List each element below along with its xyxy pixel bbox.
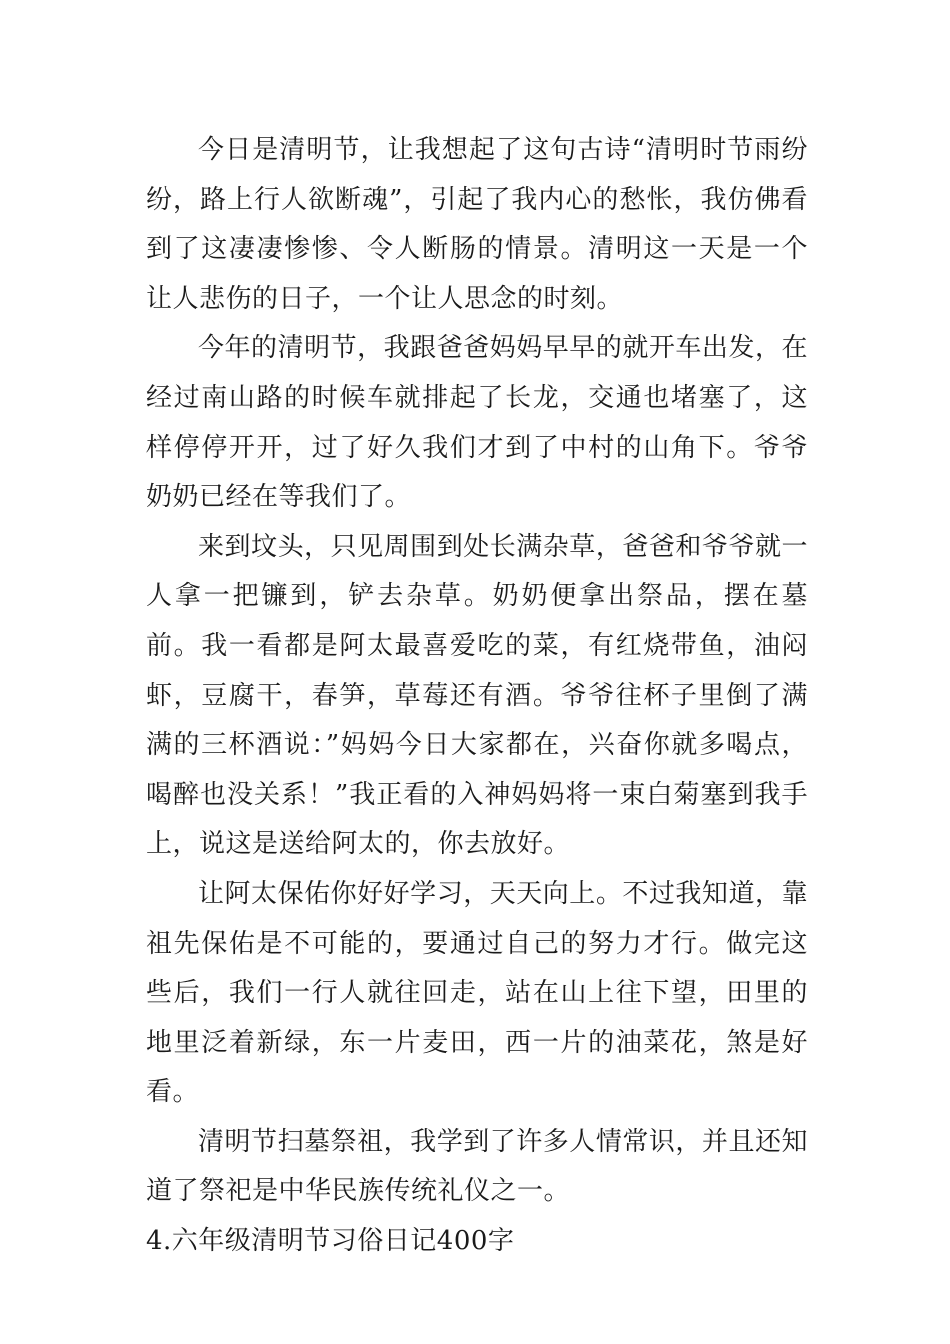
paragraph-5: 清明节扫墓祭祖，我学到了许多人情常识，并且还知道了祭祀是中华民族传统礼仪之一。 bbox=[146, 1126, 808, 1207]
paragraph-1: 今日是清明节，让我想起了这句古诗“清明时节雨纷纷，路上行人欲断魂”，引起了我内心的愁怅，我仿佛看到了这凄凄惨惨、令人断肠的情景。清明这一天是一个让人悲伤的日子，一个让人思念的时刻。 bbox=[146, 135, 808, 314]
section-heading: 4.六年级清明节习俗日记400字 bbox=[146, 1226, 515, 1257]
document-body bbox=[146, 126, 808, 1267]
paragraph-2: 今年的清明节，我跟爸爸妈妈早早的就开车出发，在经过南山路的时候车就排起了长龙，交通也堵塞了，这样停停开开，过了好久我们才到了中村的山角下。爷爷奶奶已经在等我们了。 bbox=[146, 333, 808, 513]
paragraph-3: 来到坟头，只见周围到处长满杂草，爸爸和爷爷就一人拿一把镰到，铲去杂草。奶奶便拿出祭品，摆在墓前。我一看都是阿太最喜爱吃的菜，有红烧带鱼，油闷虾，豆腐干，春笋，草莓还有酒。爷爷往杯子里倒了满满的三杯酒说：”妈妈今日大家都在，兴奋你就多喝点，喝醉也没关系！”我正看的入神妈妈将一束白菊塞到我手上，说这是送给阿太的，你去放好。 bbox=[146, 531, 808, 860]
paragraph-4: 让阿太保佑你好好学习，天天向上。不过我知道，靠祖先保佑是不可能的，要通过自己的努力才行。做完这些后，我们一行人就往回走，站在山上往下望，田里的地里泛着新绿，东一片麦田，西一片的油菜花，煞是好看。 bbox=[146, 878, 808, 1108]
